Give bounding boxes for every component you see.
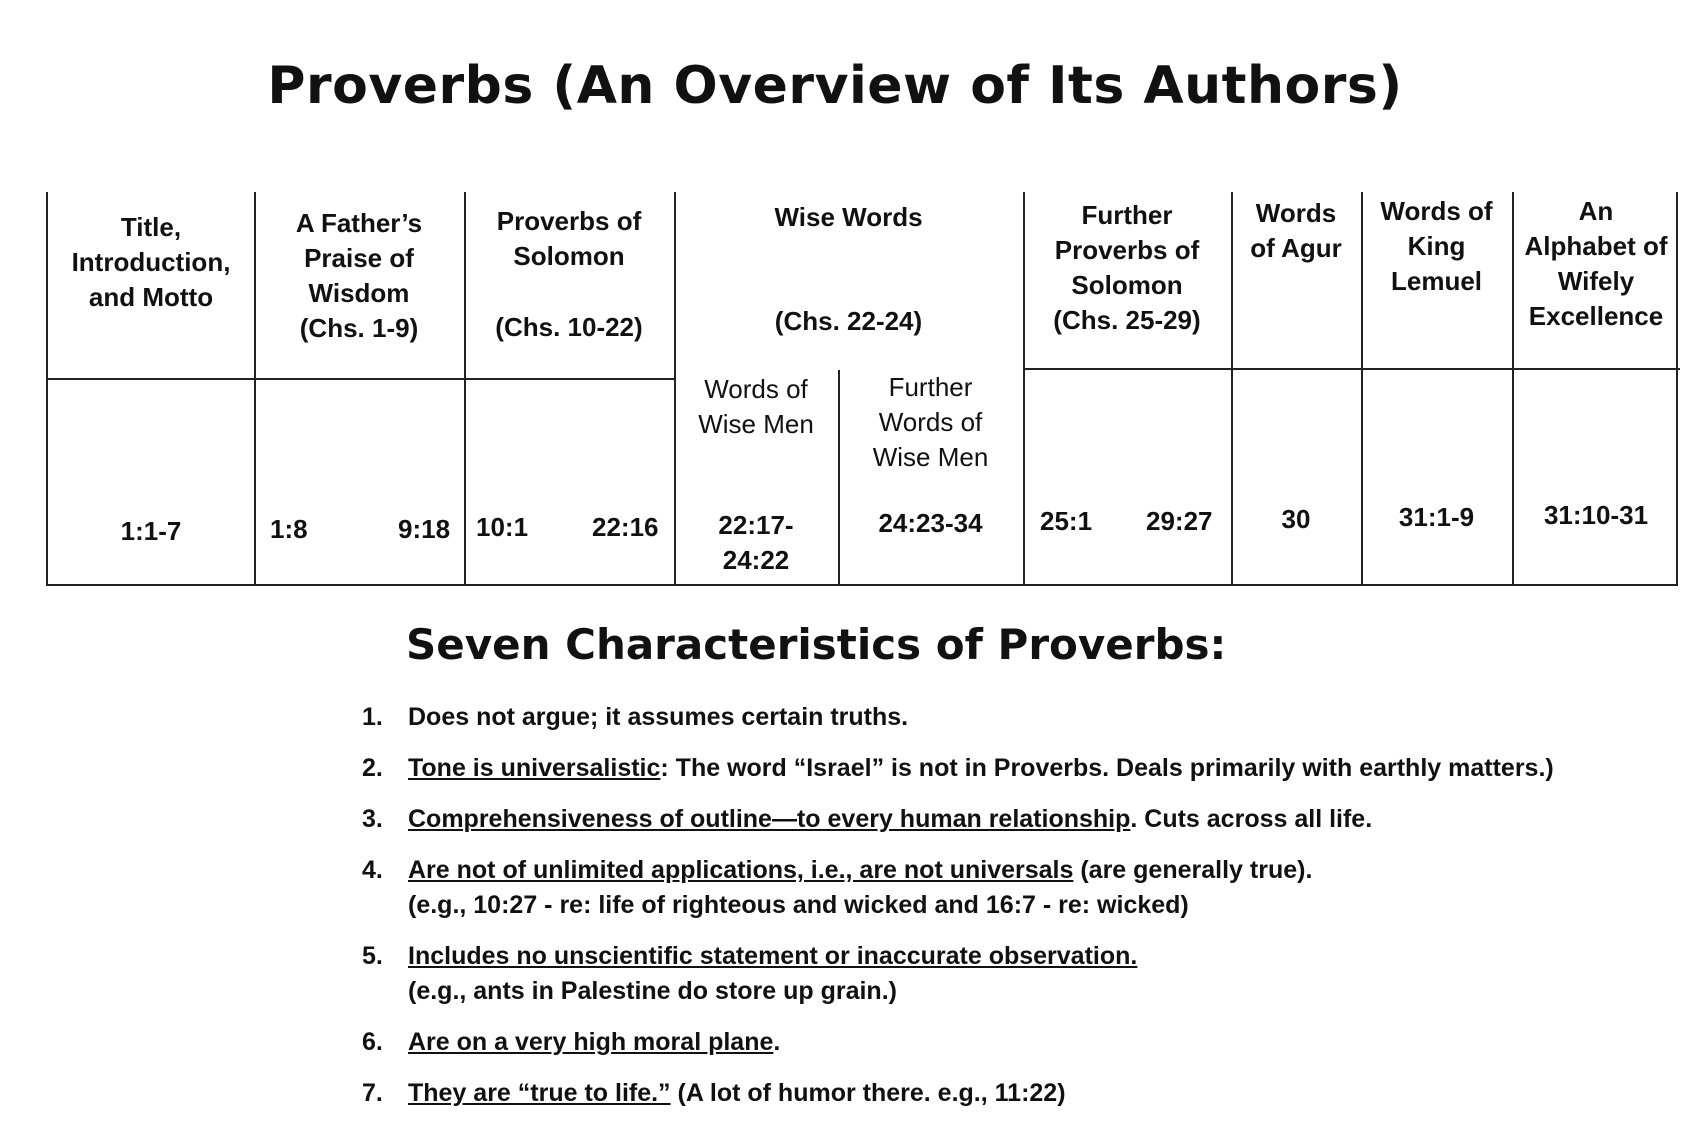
header-title-intro — [48, 210, 254, 315]
item-text: . Cuts across all life. — [1130, 805, 1373, 833]
header-line: A Father’s — [295, 208, 423, 238]
ref-further-solomon-start: 25:1 — [1040, 506, 1093, 536]
list-item — [362, 700, 1662, 735]
list-item — [362, 853, 1662, 923]
ref-title-intro: 1:1-7 — [120, 516, 182, 546]
header-line: Further — [1081, 200, 1173, 230]
header-divider — [48, 378, 674, 380]
header-line: and Motto — [88, 282, 214, 312]
list-item — [362, 1025, 1662, 1060]
ref-line: 24:22 — [722, 545, 790, 575]
ref-line: 22:17- — [718, 510, 794, 540]
header-line: Introduction, — [71, 247, 231, 277]
item-underlined-text: Are on a very high moral plane — [408, 1028, 774, 1056]
header-fathers-praise — [254, 206, 464, 346]
list-item — [362, 751, 1662, 786]
header-line: King — [1407, 231, 1466, 261]
header-line: An — [1578, 196, 1614, 226]
item-underlined-text: Comprehensiveness of outline—to every human relationship — [408, 805, 1131, 833]
item-subtext: (e.g., ants in Palestine do store up grain.) — [408, 977, 897, 1005]
item-number: 5. — [362, 942, 383, 970]
ref-fathers-start: 1:8 — [270, 514, 308, 544]
header-line: Title, — [120, 212, 182, 242]
header-divider — [1023, 368, 1680, 370]
header-wise-words-chapters: (Chs. 22-24) — [774, 306, 923, 336]
header-proverbs-solomon-chapters: (Chs. 10-22) — [495, 312, 643, 342]
header-proverbs-solomon — [464, 204, 674, 274]
ref-further-words-wise-men: 24:23-34 — [878, 508, 983, 538]
item-text: . — [773, 1028, 781, 1056]
ref-solomon-start: 10:1 — [476, 512, 529, 542]
header-line: Solomon — [1071, 270, 1183, 300]
header-line: (Chs. 25-29) — [1053, 305, 1201, 335]
header-line: Words of — [1380, 196, 1493, 226]
header-line: Lemuel — [1390, 266, 1483, 296]
ref-further-solomon-end: 29:27 — [1146, 506, 1213, 536]
item-number: 4. — [362, 856, 383, 884]
page-title: Proverbs (An Overview of Its Authors) — [267, 56, 1403, 116]
subheader-words-of-wise-men — [674, 372, 838, 442]
item-text: (are generally true). — [1073, 856, 1313, 884]
header-words-of-agur — [1231, 196, 1361, 266]
item-underlined-text: Includes no unscientific statement or inaccurate observation. — [408, 942, 1138, 970]
header-line: Proverbs of — [1054, 235, 1200, 265]
header-alphabet-wifely-excellence — [1512, 194, 1680, 334]
ref-wifely-excellence: 31:10-31 — [1543, 500, 1649, 530]
header-line: Wise Men — [698, 409, 814, 439]
authors-table — [46, 192, 1678, 586]
header-line: Words of — [704, 374, 808, 404]
header-line: Proverbs of — [496, 206, 642, 236]
header-words-king-lemuel — [1361, 194, 1512, 299]
header-line: Words of — [878, 407, 983, 437]
characteristics-heading: Seven Characteristics of Proverbs: — [406, 620, 1227, 669]
header-line: Words — [1255, 198, 1337, 228]
header-line: Wisdom — [308, 278, 410, 308]
item-number: 1. — [362, 703, 383, 731]
item-number: 3. — [362, 805, 383, 833]
ref-lemuel: 31:1-9 — [1398, 502, 1475, 532]
item-number: 2. — [362, 754, 383, 782]
header-line: Further — [888, 372, 973, 402]
characteristics-list — [362, 700, 1662, 1127]
ref-agur: 30 — [1281, 504, 1311, 534]
ref-fathers-end: 9:18 — [398, 514, 451, 544]
item-number: 7. — [362, 1079, 383, 1107]
item-underlined-text: Tone is universalistic — [408, 754, 661, 782]
item-text: (A lot of humor there. e.g., 11:22) — [670, 1079, 1066, 1107]
ref-solomon-end: 22:16 — [592, 512, 659, 542]
header-line: Wifely — [1557, 266, 1635, 296]
header-line: Praise of — [304, 243, 414, 273]
item-underlined-text: They are “true to life.” — [408, 1079, 671, 1107]
item-text: Does not argue; it assumes certain truths. — [408, 703, 909, 731]
subheader-further-words-wise-men — [838, 370, 1023, 475]
header-line: Wise Men — [872, 442, 989, 472]
header-line: Excellence — [1528, 301, 1664, 331]
header-line: of Agur — [1250, 233, 1342, 263]
item-text: : The word “Israel” is not in Proverbs. Deals primarily with earthly matters.) — [660, 754, 1554, 782]
item-underlined-text: Are not of unlimited applications, i.e., are not universals — [408, 856, 1074, 884]
header-line: (Chs. 1-9) — [299, 313, 419, 343]
header-further-proverbs-solomon — [1023, 198, 1231, 338]
ref-words-wise-men — [674, 508, 838, 578]
item-number: 6. — [362, 1028, 383, 1056]
list-item — [362, 1076, 1662, 1111]
header-wise-words: Wise Words — [774, 202, 923, 232]
list-item — [362, 939, 1662, 1009]
item-subtext: (e.g., 10:27 - re: life of righteous and wicked and 16:7 - re: wicked) — [408, 891, 1189, 919]
header-line: Alphabet of — [1524, 231, 1668, 261]
header-line: Solomon — [513, 241, 625, 271]
list-item — [362, 802, 1662, 837]
